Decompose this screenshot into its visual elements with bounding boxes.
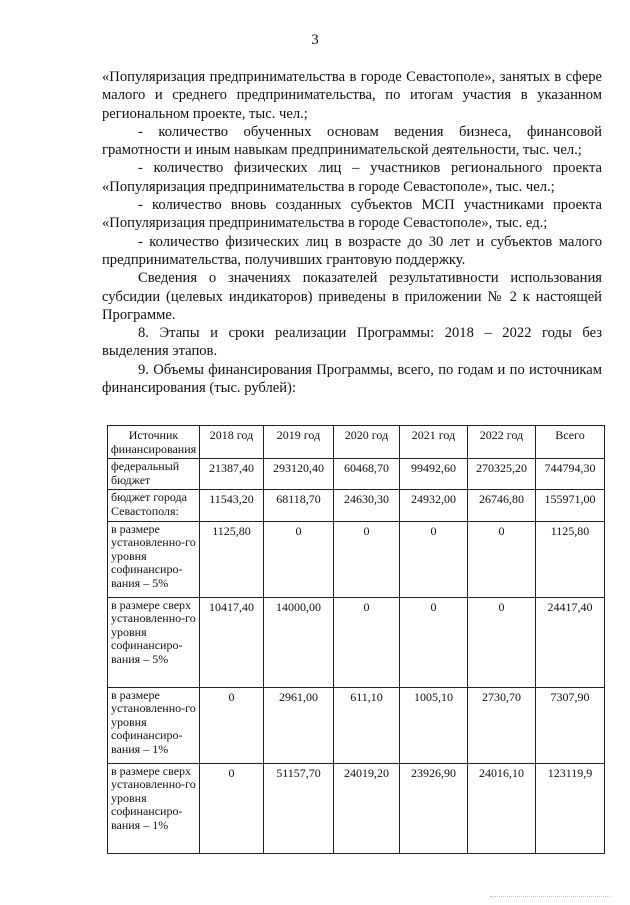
paragraph-project-participants: «Популяризация предпринимательства в городе Севастополе», занятых в сфере малого и среднего предпринимательства, по итогам участия в указанном региональном проекте, тыс. чел.;	[102, 69, 602, 122]
cell-2022: 24016,10	[468, 763, 536, 853]
paragraph-trained-count: - количество обученных основам ведения бизнеса, финансовой грамотности и иным навыкам предпринимательской деятельности, тыс. чел.;	[102, 123, 602, 159]
table-row	[108, 687, 605, 763]
cell-2019: 51157,70	[264, 763, 334, 853]
cell-2020: 0	[334, 521, 400, 597]
row-label: в размере установленно-го уровня софинансиро-вания – 1%	[108, 687, 200, 763]
header-total: Всего	[536, 426, 605, 459]
header-2021: 2021 год	[400, 426, 468, 459]
table-row	[108, 597, 605, 687]
cell-2020: 60468,70	[334, 459, 400, 490]
header-2022: 2022 год	[468, 426, 536, 459]
cell-total: 1125,80	[536, 521, 605, 597]
cell-2022: 270325,20	[468, 459, 536, 490]
cell-2018: 21387,40	[200, 459, 264, 490]
cell-total: 7307,90	[536, 687, 605, 763]
cell-2020: 611,10	[334, 687, 400, 763]
cell-2021: 0	[400, 521, 468, 597]
paragraph-grant-recipients: - количество физических лиц в возрасте до 30 лет и субъектов малого предпринимательства, получивших грантовую поддержку.	[102, 233, 602, 268]
row-label: в размере сверх установленно-го уровня софинансиро-вания – 5%	[108, 597, 200, 687]
row-label: федеральный бюджет	[108, 459, 200, 490]
scan-artifact-line	[490, 896, 610, 899]
cell-total: 24417,40	[536, 597, 605, 687]
page-number: 3	[311, 32, 319, 48]
table-row	[108, 521, 605, 597]
cell-2020: 24019,20	[334, 763, 400, 853]
header-2019: 2019 год	[264, 426, 334, 459]
cell-total: 744794,30	[536, 459, 605, 490]
header-2018: 2018 год	[200, 426, 264, 459]
cell-2018: 0	[200, 763, 264, 853]
cell-2019: 68118,70	[264, 490, 334, 521]
cell-2019: 293120,40	[264, 459, 334, 490]
cell-2018: 0	[200, 687, 264, 763]
cell-2018: 1125,80	[200, 521, 264, 597]
cell-2018: 10417,40	[200, 597, 264, 687]
cell-2022: 2730,70	[468, 687, 536, 763]
cell-2019: 14000,00	[264, 597, 334, 687]
table-row	[108, 763, 605, 853]
table-row	[108, 490, 605, 521]
cell-2021: 24932,00	[400, 490, 468, 521]
cell-2018: 11543,20	[200, 490, 264, 521]
paragraph-individuals-count: - количество физических лиц – участников регионального проекта «Популяризация предпринимательства в городе Севастополе», тыс. чел.;	[102, 160, 602, 195]
cell-2022: 0	[468, 597, 536, 687]
cell-2022: 26746,80	[468, 490, 536, 521]
document-body	[102, 68, 602, 397]
cell-2020: 24630,30	[334, 490, 400, 521]
paragraph-new-msp-count: - количество вновь созданных субъектов МСП участниками проекта «Популяризация предпринимательства в городе Севастополе», тыс. ед.;	[102, 197, 602, 232]
paragraph-stages-and-terms: 8. Этапы и сроки реализации Программы: 2018 – 2022 годы без выделения этапов.	[102, 325, 602, 360]
table-header-row	[108, 426, 605, 459]
cell-2021: 0	[400, 597, 468, 687]
cell-2019: 2961,00	[264, 687, 334, 763]
financing-table	[107, 425, 605, 854]
row-label: в размере сверх установленно-го уровня софинансиро-вания – 1%	[108, 763, 200, 853]
header-2020: 2020 год	[334, 426, 400, 459]
row-label: бюджет города Севастополя:	[108, 490, 200, 521]
cell-2022: 0	[468, 521, 536, 597]
paragraph-financing-volumes: 9. Объемы финансирования Программы, всего, по годам и по источникам финансирования (тыс. рублей):	[102, 361, 602, 397]
cell-2021: 1005,10	[400, 687, 468, 763]
paragraph-indicators-info: Сведения о значениях показателей результативности использования субсидии (целевых индикаторов) приведены в приложении № 2 к настоящей Программе.	[102, 270, 602, 323]
cell-2021: 23926,90	[400, 763, 468, 853]
row-label: в размере установленно-го уровня софинансиро-вания – 5%	[108, 521, 200, 597]
cell-2021: 99492,60	[400, 459, 468, 490]
cell-total: 123119,9	[536, 763, 605, 853]
cell-total: 155971,00	[536, 490, 605, 521]
cell-2019: 0	[264, 521, 334, 597]
header-source: Источник финансирования	[108, 426, 200, 459]
table-row	[108, 459, 605, 490]
cell-2020: 0	[334, 597, 400, 687]
